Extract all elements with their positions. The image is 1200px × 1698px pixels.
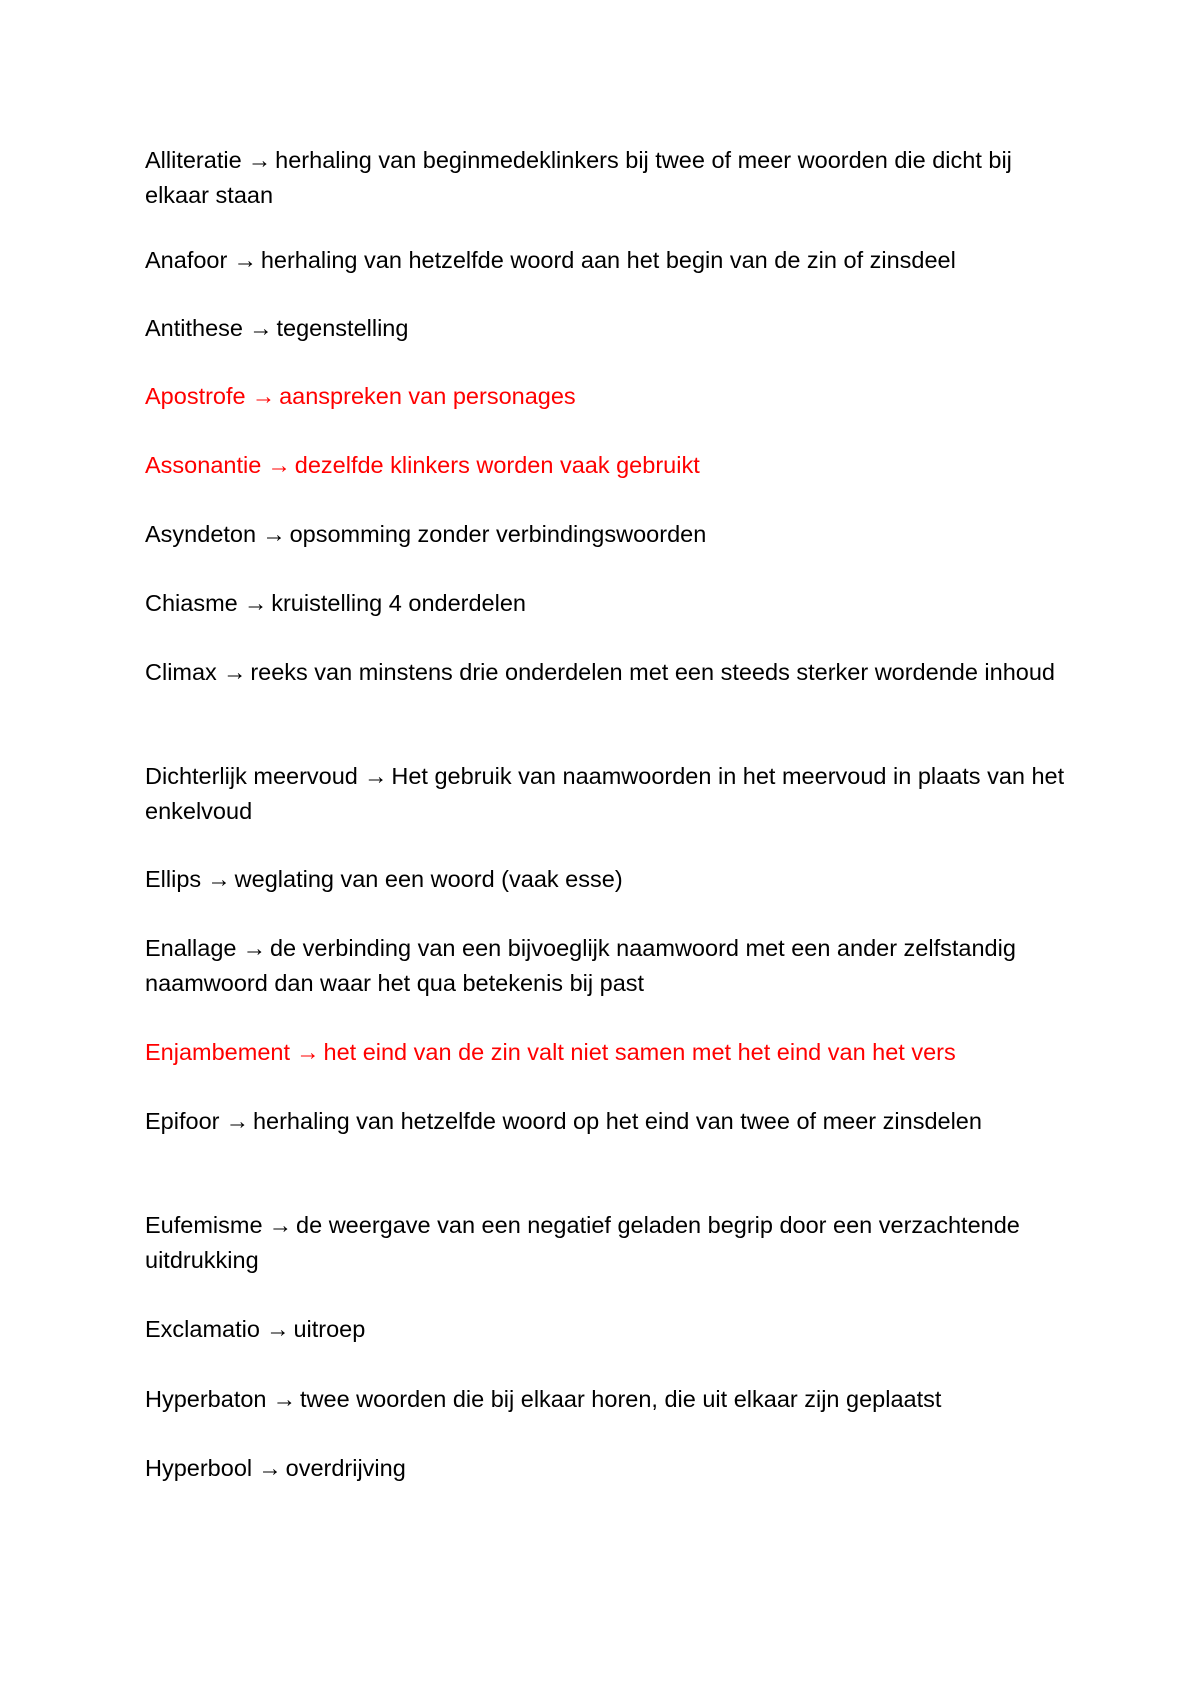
right-arrow-icon: → bbox=[258, 1455, 282, 1481]
entry-term: Assonantie bbox=[145, 452, 262, 478]
entry-definition: kruistelling 4 onderdelen bbox=[271, 590, 526, 616]
entry-definition: aanspreken van personages bbox=[279, 383, 576, 409]
entry-asyndeton bbox=[145, 517, 1065, 552]
entry-definition: herhaling van hetzelfde woord op het eind van twee of meer zinsdelen bbox=[252, 1108, 982, 1134]
entry-definition: twee woorden die bij elkaar horen, die uit elkaar zijn geplaatst bbox=[300, 1386, 942, 1412]
entry-hyperbool bbox=[145, 1451, 1065, 1486]
entry-term: Eufemisme bbox=[145, 1212, 263, 1238]
entry-term: Chiasme bbox=[145, 590, 238, 616]
entry-epifoor bbox=[145, 1104, 1065, 1139]
entry-definition: reeks van minstens drie onderdelen met een steeds sterker wordende inhoud bbox=[250, 659, 1056, 685]
right-arrow-icon: → bbox=[262, 521, 286, 547]
right-arrow-icon: → bbox=[248, 315, 273, 341]
entry-alliteratie bbox=[145, 143, 1065, 213]
entry-assonantie bbox=[145, 448, 1065, 483]
entry-definition: weglating van een woord (vaak esse) bbox=[234, 866, 623, 892]
entry-term: Alliteratie bbox=[145, 147, 242, 173]
entry-climax bbox=[145, 655, 1065, 690]
entry-definition: herhaling van beginmedeklinkers bij twee of meer woorden die dicht bij elkaar staan bbox=[145, 147, 1012, 208]
entry-ellips bbox=[145, 862, 1065, 897]
entry-definition: dezelfde klinkers worden vaak gebruikt bbox=[294, 452, 700, 478]
right-arrow-icon: → bbox=[296, 1039, 320, 1065]
right-arrow-icon: → bbox=[265, 1316, 290, 1342]
right-arrow-icon: → bbox=[272, 1386, 296, 1412]
entry-definition: overdrijving bbox=[285, 1455, 406, 1481]
entry-term: Exclamatio bbox=[145, 1316, 260, 1342]
entry-exclamatio bbox=[145, 1312, 1065, 1347]
entry-term: Hyperbaton bbox=[145, 1386, 267, 1412]
right-arrow-icon: → bbox=[222, 659, 247, 685]
entry-term: Ellips bbox=[145, 866, 202, 892]
entry-eufemisme bbox=[145, 1208, 1065, 1278]
entry-chiasme bbox=[145, 586, 1065, 621]
right-arrow-icon: → bbox=[267, 452, 291, 478]
entry-definition: uitroep bbox=[293, 1316, 366, 1342]
entry-apostrofe bbox=[145, 379, 1065, 414]
entry-term: Epifoor bbox=[145, 1108, 220, 1134]
right-arrow-icon: → bbox=[363, 763, 388, 789]
entry-term: Antithese bbox=[145, 315, 243, 341]
entry-definition: het eind van de zin valt niet samen met het eind van het vers bbox=[323, 1039, 956, 1065]
right-arrow-icon: → bbox=[268, 1212, 293, 1238]
right-arrow-icon: → bbox=[247, 147, 272, 173]
entry-term: Dichterlijk meervoud bbox=[145, 763, 358, 789]
right-arrow-icon: → bbox=[233, 247, 257, 273]
entry-antithese bbox=[145, 311, 1065, 346]
right-arrow-icon: → bbox=[243, 590, 268, 616]
entry-definition: de weergave van een negatief geladen begrip door een verzachtende uitdrukking bbox=[145, 1212, 1020, 1273]
entry-term: Asyndeton bbox=[145, 521, 257, 547]
entry-definition: de verbinding van een bijvoeglijk naamwoord met een ander zelfstandig naamwoord dan waar het qua betekenis bij past bbox=[145, 935, 1016, 996]
entry-term: Hyperbool bbox=[145, 1455, 253, 1481]
entry-term: Enjambement bbox=[145, 1039, 290, 1065]
entry-term: Apostrofe bbox=[145, 383, 246, 409]
entry-dichterlijk-meervoud bbox=[145, 759, 1065, 829]
entry-definition: herhaling van hetzelfde woord aan het begin van de zin of zinsdeel bbox=[260, 247, 956, 273]
entry-definition: opsomming zonder verbindingswoorden bbox=[289, 521, 707, 547]
right-arrow-icon: → bbox=[225, 1108, 249, 1134]
entry-term: Climax bbox=[145, 659, 217, 685]
right-arrow-icon: → bbox=[242, 935, 266, 961]
entry-term: Anafoor bbox=[145, 247, 228, 273]
entry-definition: Het gebruik van naamwoorden in het meervoud in plaats van het enkelvoud bbox=[145, 763, 1065, 824]
entry-enjambement bbox=[145, 1035, 1065, 1070]
entry-enallage bbox=[145, 931, 1065, 1001]
entry-term: Enallage bbox=[145, 935, 237, 961]
entry-hyperbaton bbox=[145, 1382, 1065, 1417]
entry-anafoor bbox=[145, 243, 1065, 278]
right-arrow-icon: → bbox=[251, 383, 276, 409]
right-arrow-icon: → bbox=[207, 866, 231, 892]
entry-definition: tegenstelling bbox=[276, 315, 409, 341]
